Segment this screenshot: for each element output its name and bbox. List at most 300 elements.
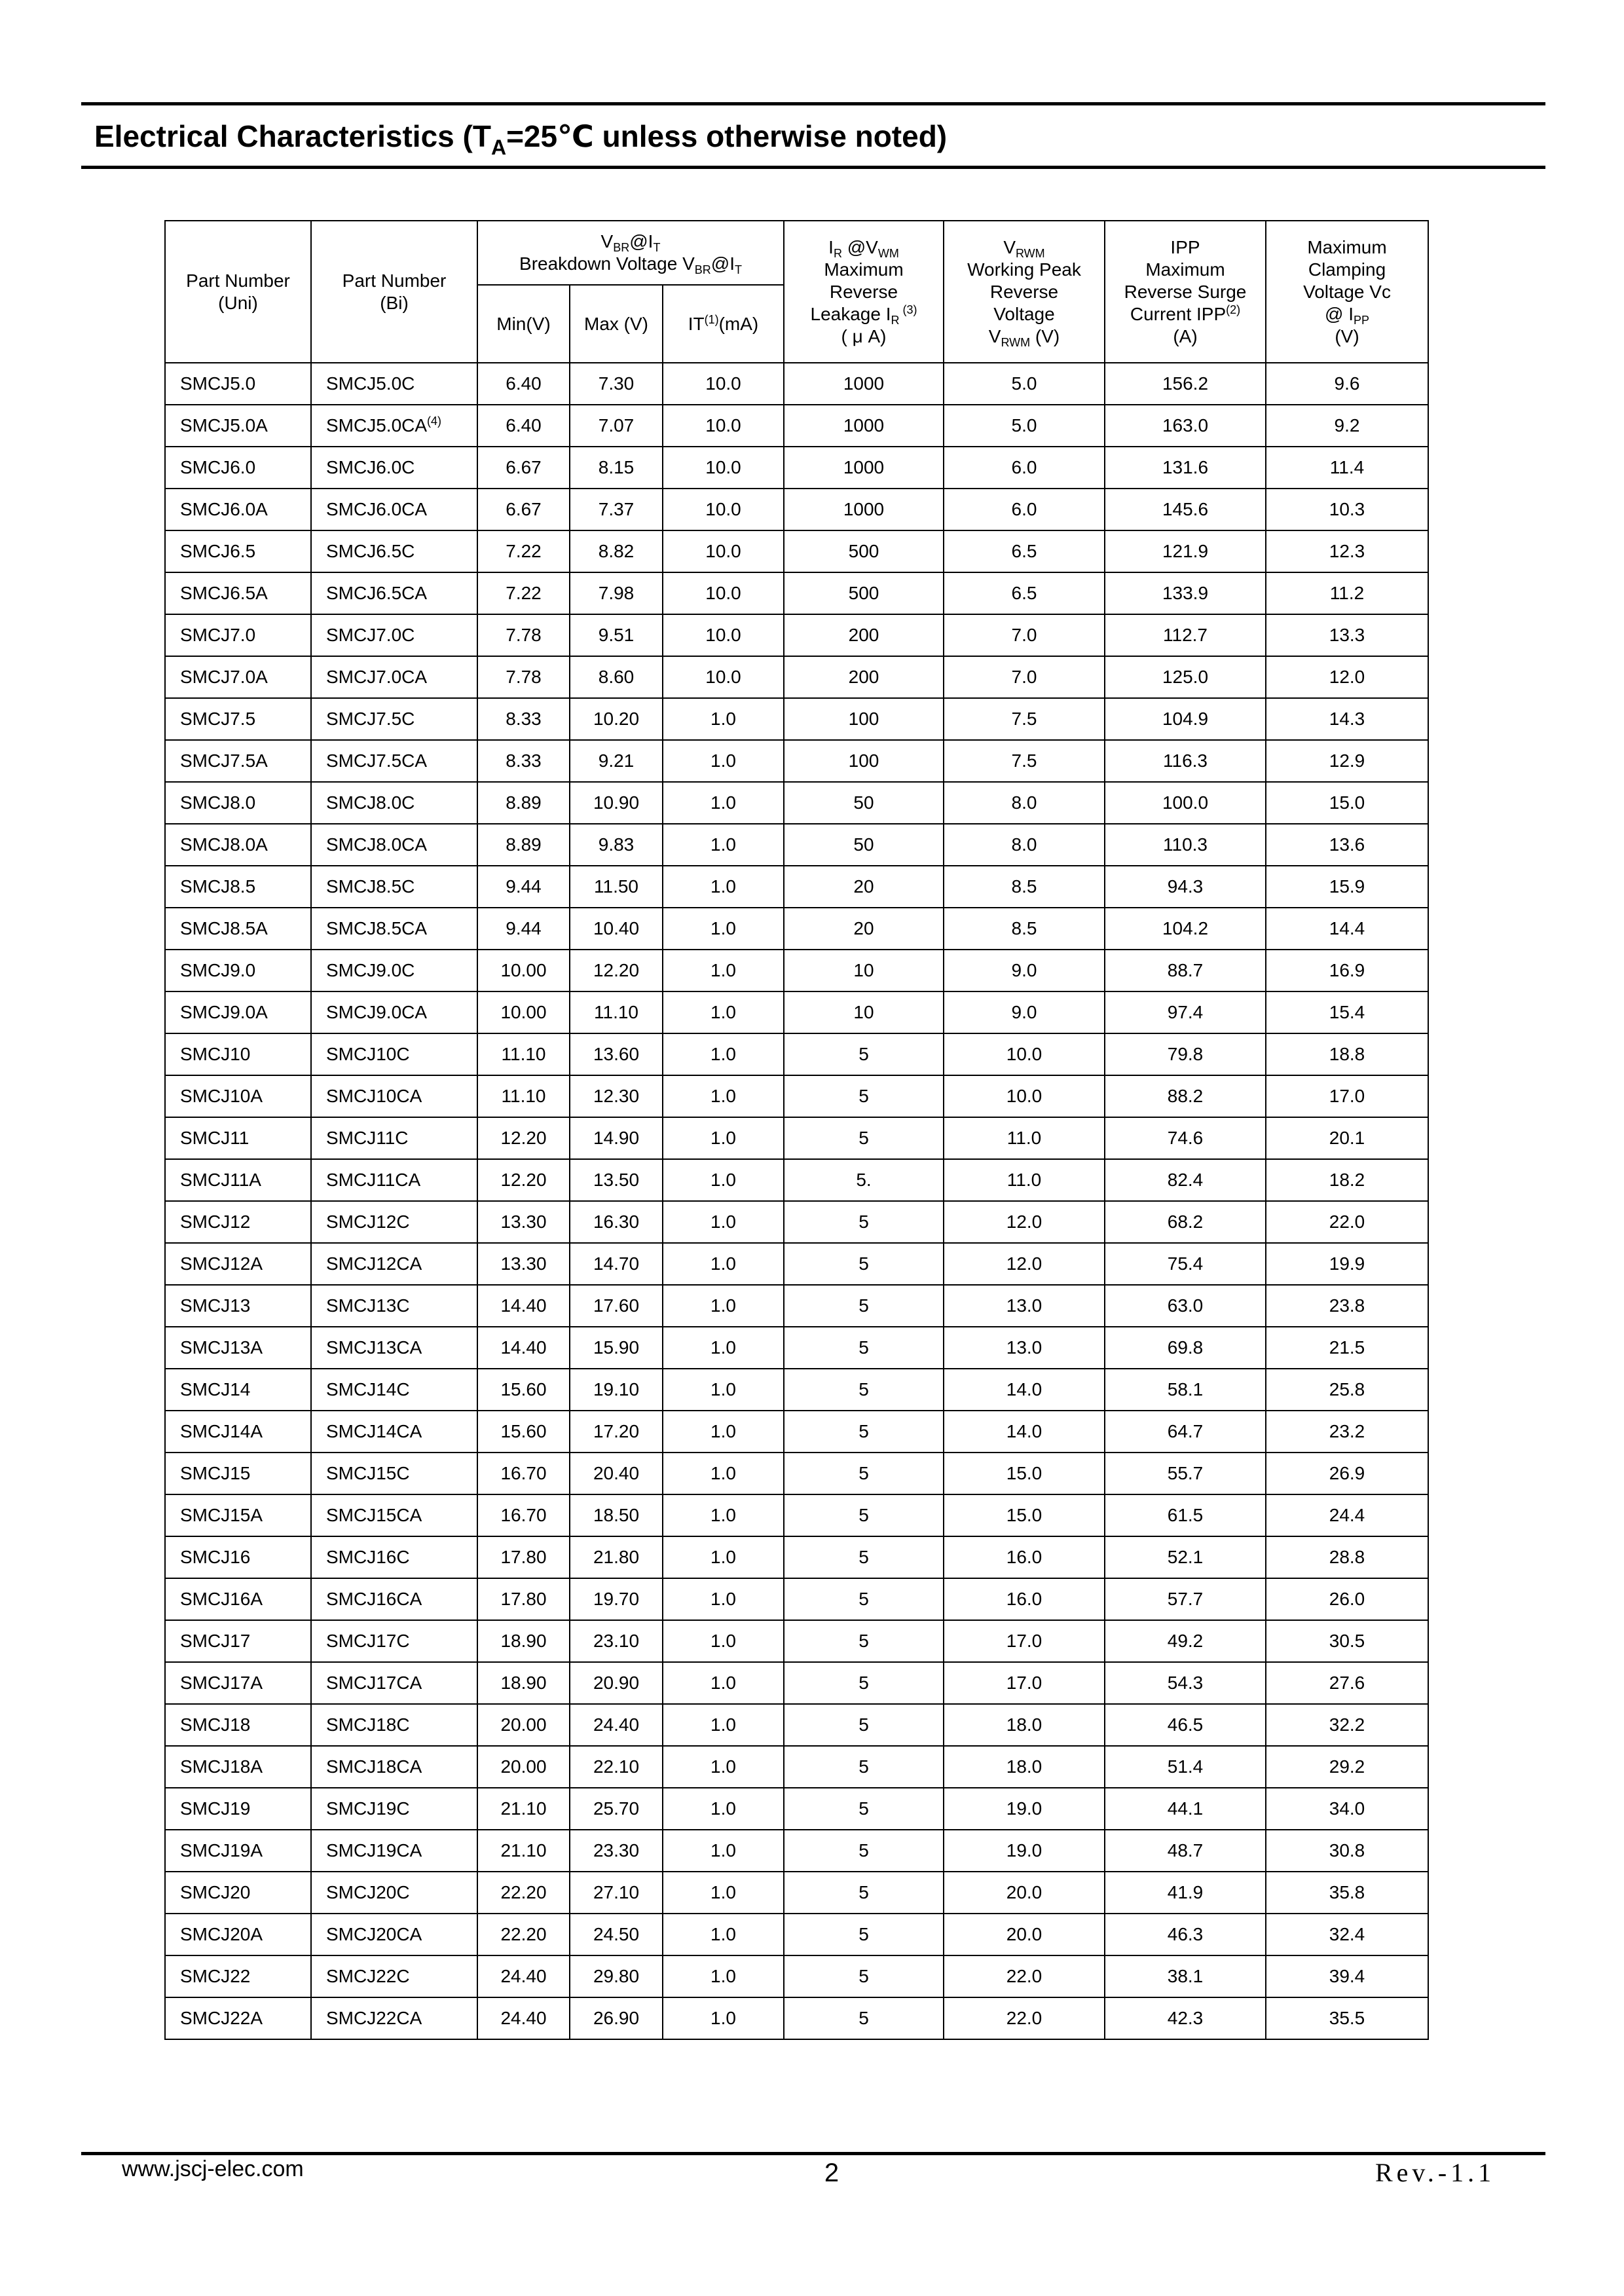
cell-ipp: 58.1	[1105, 1369, 1266, 1411]
cell-vrwm: 6.5	[944, 572, 1105, 614]
cell-part-uni: SMCJ6.5	[165, 530, 311, 572]
cell-vbr-min: 12.20	[477, 1159, 570, 1201]
cell-vrwm: 6.0	[944, 447, 1105, 489]
cell-it: 1.0	[663, 1914, 784, 1955]
cell-part-uni: SMCJ16	[165, 1536, 311, 1578]
cell-vbr-max: 26.90	[570, 1997, 663, 2039]
cell-it: 1.0	[663, 1788, 784, 1830]
cell-vbr-min: 11.10	[477, 1033, 570, 1075]
cell-ipp: 42.3	[1105, 1997, 1266, 2039]
cell-ipp: 68.2	[1105, 1201, 1266, 1243]
cell-it: 10.0	[663, 572, 784, 614]
cell-ir: 5	[784, 1411, 944, 1453]
table-row	[165, 1075, 1428, 1117]
cell-vrwm: 15.0	[944, 1453, 1105, 1494]
cell-ir: 50	[784, 824, 944, 866]
cell-vbr-max: 9.21	[570, 740, 663, 782]
cell-vrwm: 20.0	[944, 1914, 1105, 1955]
cell-it: 10.0	[663, 447, 784, 489]
cell-ir: 5	[784, 1620, 944, 1662]
cell-vbr-min: 14.40	[477, 1327, 570, 1369]
cell-vbr-max: 17.20	[570, 1411, 663, 1453]
table-row	[165, 1872, 1428, 1914]
table-row	[165, 1788, 1428, 1830]
table-row	[165, 1704, 1428, 1746]
table-row	[165, 1536, 1428, 1578]
cell-vbr-max: 8.15	[570, 447, 663, 489]
cell-part-uni: SMCJ15	[165, 1453, 311, 1494]
cell-vc: 10.3	[1266, 489, 1428, 530]
cell-part-bi: SMCJ7.0CA	[311, 656, 477, 698]
cell-ipp: 69.8	[1105, 1327, 1266, 1369]
cell-vbr-min: 20.00	[477, 1704, 570, 1746]
cell-part-bi: SMCJ7.5C	[311, 698, 477, 740]
page-number: 2	[824, 2158, 840, 2187]
cell-vbr-max: 10.90	[570, 782, 663, 824]
cell-vc: 9.6	[1266, 363, 1428, 405]
cell-it: 10.0	[663, 489, 784, 530]
cell-it: 10.0	[663, 614, 784, 656]
cell-ipp: 88.2	[1105, 1075, 1266, 1117]
revision-label: Rev.-1.1	[1375, 2158, 1496, 2187]
cell-vbr-max: 16.30	[570, 1201, 663, 1243]
cell-part-bi: SMCJ16C	[311, 1536, 477, 1578]
header-it: IT$^{(1)}$(mA)	[663, 285, 784, 363]
cell-part-bi: SMCJ11CA	[311, 1159, 477, 1201]
cell-ipp: 156.2	[1105, 363, 1266, 405]
cell-vbr-max: 22.10	[570, 1746, 663, 1788]
cell-part-uni: SMCJ14	[165, 1369, 311, 1411]
cell-vc: 17.0	[1266, 1075, 1428, 1117]
cell-ipp: 131.6	[1105, 447, 1266, 489]
cell-it: 1.0	[663, 866, 784, 908]
cell-vbr-min: 7.22	[477, 572, 570, 614]
cell-ipp: 46.5	[1105, 1704, 1266, 1746]
header-row-group	[165, 221, 1428, 285]
cell-part-uni: SMCJ22A	[165, 1997, 311, 2039]
cell-part-bi: SMCJ22C	[311, 1955, 477, 1997]
cell-ipp: 63.0	[1105, 1285, 1266, 1327]
table-row	[165, 824, 1428, 866]
cell-ipp: 110.3	[1105, 824, 1266, 866]
cell-vrwm: 19.0	[944, 1788, 1105, 1830]
cell-vbr-min: 18.90	[477, 1620, 570, 1662]
cell-vbr-min: 13.30	[477, 1243, 570, 1285]
cell-it: 1.0	[663, 740, 784, 782]
table-row	[165, 1955, 1428, 1997]
cell-part-bi: SMCJ20CA	[311, 1914, 477, 1955]
cell-part-bi: SMCJ22CA	[311, 1997, 477, 2039]
cell-ipp: 82.4	[1105, 1159, 1266, 1201]
cell-ipp: 121.9	[1105, 530, 1266, 572]
cell-part-uni: SMCJ8.5	[165, 866, 311, 908]
cell-ipp: 133.9	[1105, 572, 1266, 614]
cell-vc: 30.8	[1266, 1830, 1428, 1872]
cell-vc: 15.0	[1266, 782, 1428, 824]
header-min: Min(V)	[477, 285, 570, 363]
cell-vbr-min: 8.33	[477, 740, 570, 782]
cell-vbr-min: 8.89	[477, 824, 570, 866]
cell-it: 1.0	[663, 1075, 784, 1117]
cell-it: 1.0	[663, 1453, 784, 1494]
cell-part-bi: SMCJ12CA	[311, 1243, 477, 1285]
cell-ir: 200	[784, 656, 944, 698]
cell-vc: 24.4	[1266, 1494, 1428, 1536]
cell-ir: 200	[784, 614, 944, 656]
cell-part-uni: SMCJ22	[165, 1955, 311, 1997]
cell-it: 10.0	[663, 530, 784, 572]
table-row	[165, 1830, 1428, 1872]
cell-vbr-min: 7.78	[477, 656, 570, 698]
cell-part-uni: SMCJ19A	[165, 1830, 311, 1872]
cell-vbr-max: 14.70	[570, 1243, 663, 1285]
cell-vbr-max: 10.40	[570, 908, 663, 950]
cell-part-bi: SMCJ13C	[311, 1285, 477, 1327]
cell-ir: 5	[784, 1494, 944, 1536]
cell-it: 1.0	[663, 1033, 784, 1075]
cell-part-uni: SMCJ7.5A	[165, 740, 311, 782]
cell-vrwm: 8.0	[944, 824, 1105, 866]
cell-vc: 14.4	[1266, 908, 1428, 950]
cell-ir: 20	[784, 908, 944, 950]
cell-ir: 5	[784, 1914, 944, 1955]
cell-vbr-min: 11.10	[477, 1075, 570, 1117]
cell-it: 1.0	[663, 1369, 784, 1411]
cell-vbr-max: 7.07	[570, 405, 663, 447]
cell-vrwm: 7.5	[944, 698, 1105, 740]
table-row	[165, 1369, 1428, 1411]
cell-vrwm: 18.0	[944, 1746, 1105, 1788]
cell-vbr-max: 9.51	[570, 614, 663, 656]
cell-vrwm: 5.0	[944, 405, 1105, 447]
cell-part-uni: SMCJ9.0	[165, 950, 311, 991]
cell-vbr-max: 25.70	[570, 1788, 663, 1830]
cell-ipp: 100.0	[1105, 782, 1266, 824]
cell-part-uni: SMCJ17A	[165, 1662, 311, 1704]
cell-vbr-min: 6.40	[477, 363, 570, 405]
cell-part-bi: SMCJ17C	[311, 1620, 477, 1662]
cell-vc: 12.9	[1266, 740, 1428, 782]
cell-vbr-max: 13.60	[570, 1033, 663, 1075]
cell-it: 1.0	[663, 1620, 784, 1662]
cell-part-uni: SMCJ13A	[165, 1327, 311, 1369]
table-row	[165, 530, 1428, 572]
cell-part-uni: SMCJ8.5A	[165, 908, 311, 950]
cell-vc: 19.9	[1266, 1243, 1428, 1285]
cell-vbr-max: 11.50	[570, 866, 663, 908]
cell-vrwm: 12.0	[944, 1243, 1105, 1285]
cell-vbr-max: 27.10	[570, 1872, 663, 1914]
cell-it: 10.0	[663, 363, 784, 405]
cell-vc: 28.8	[1266, 1536, 1428, 1578]
cell-vbr-max: 11.10	[570, 991, 663, 1033]
cell-vbr-min: 6.67	[477, 447, 570, 489]
cell-it: 1.0	[663, 1159, 784, 1201]
cell-vc: 39.4	[1266, 1955, 1428, 1997]
header-part-bi: Part Number (Bi)	[311, 221, 477, 363]
cell-vrwm: 11.0	[944, 1159, 1105, 1201]
cell-it: 10.0	[663, 405, 784, 447]
cell-ir: 5.	[784, 1159, 944, 1201]
cell-ipp: 112.7	[1105, 614, 1266, 656]
table-row	[165, 1243, 1428, 1285]
cell-vrwm: 8.5	[944, 908, 1105, 950]
cell-ir: 10	[784, 950, 944, 991]
cell-part-bi: SMCJ15CA	[311, 1494, 477, 1536]
cell-ir: 5	[784, 1033, 944, 1075]
cell-vbr-min: 6.67	[477, 489, 570, 530]
cell-ir: 5	[784, 1578, 944, 1620]
cell-part-bi: SMCJ16CA	[311, 1578, 477, 1620]
cell-ir: 500	[784, 572, 944, 614]
table-row	[165, 447, 1428, 489]
cell-part-uni: SMCJ10A	[165, 1075, 311, 1117]
cell-vc: 22.0	[1266, 1201, 1428, 1243]
cell-vrwm: 17.0	[944, 1620, 1105, 1662]
cell-part-bi: SMCJ17CA	[311, 1662, 477, 1704]
cell-vc: 29.2	[1266, 1746, 1428, 1788]
cell-ir: 100	[784, 698, 944, 740]
cell-ipp: 104.9	[1105, 698, 1266, 740]
cell-part-bi: SMCJ15C	[311, 1453, 477, 1494]
table-row	[165, 1117, 1428, 1159]
cell-vc: 21.5	[1266, 1327, 1428, 1369]
cell-vbr-min: 20.00	[477, 1746, 570, 1788]
cell-ipp: 49.2	[1105, 1620, 1266, 1662]
cell-it: 1.0	[663, 1536, 784, 1578]
header-clamping-voltage: Maximum Clamping Voltage Vc @ $I_{PP}$ (V)	[1266, 221, 1428, 363]
cell-vc: 15.4	[1266, 991, 1428, 1033]
cell-vc: 32.2	[1266, 1704, 1428, 1746]
cell-vc: 23.2	[1266, 1411, 1428, 1453]
cell-vbr-min: 14.40	[477, 1285, 570, 1327]
cell-ipp: 97.4	[1105, 991, 1266, 1033]
cell-vrwm: 9.0	[944, 950, 1105, 991]
cell-ipp: 104.2	[1105, 908, 1266, 950]
cell-part-uni: SMCJ12	[165, 1201, 311, 1243]
cell-ipp: 51.4	[1105, 1746, 1266, 1788]
cell-it: 1.0	[663, 1411, 784, 1453]
cell-part-uni: SMCJ12A	[165, 1243, 311, 1285]
cell-part-bi: SMCJ10C	[311, 1033, 477, 1075]
cell-vbr-min: 24.40	[477, 1955, 570, 1997]
cell-vbr-min: 12.20	[477, 1117, 570, 1159]
cell-vbr-max: 24.40	[570, 1704, 663, 1746]
cell-part-bi: SMCJ18C	[311, 1704, 477, 1746]
cell-vbr-min: 9.44	[477, 866, 570, 908]
cell-vc: 13.3	[1266, 614, 1428, 656]
cell-vc: 12.3	[1266, 530, 1428, 572]
table-row	[165, 1033, 1428, 1075]
cell-vc: 9.2	[1266, 405, 1428, 447]
cell-vrwm: 10.0	[944, 1075, 1105, 1117]
table-row	[165, 1285, 1428, 1327]
cell-ir: 1000	[784, 447, 944, 489]
cell-part-uni: SMCJ8.0A	[165, 824, 311, 866]
cell-ipp: 52.1	[1105, 1536, 1266, 1578]
header-part-uni: Part Number (Uni)	[165, 221, 311, 363]
cell-it: 1.0	[663, 1117, 784, 1159]
cell-vbr-max: 7.37	[570, 489, 663, 530]
cell-vc: 26.9	[1266, 1453, 1428, 1494]
cell-part-uni: SMCJ20	[165, 1872, 311, 1914]
cell-it: 1.0	[663, 1704, 784, 1746]
cell-vbr-min: 22.20	[477, 1872, 570, 1914]
cell-vbr-max: 15.90	[570, 1327, 663, 1369]
cell-ir: 5	[784, 1285, 944, 1327]
cell-part-bi: SMCJ9.0C	[311, 950, 477, 991]
cell-ipp: 116.3	[1105, 740, 1266, 782]
cell-part-uni: SMCJ15A	[165, 1494, 311, 1536]
cell-vbr-min: 7.22	[477, 530, 570, 572]
cell-vbr-max: 23.10	[570, 1620, 663, 1662]
cell-part-bi: SMCJ12C	[311, 1201, 477, 1243]
cell-part-bi: SMCJ6.5CA	[311, 572, 477, 614]
cell-part-uni: SMCJ10	[165, 1033, 311, 1075]
cell-vrwm: 7.0	[944, 614, 1105, 656]
cell-vrwm: 7.0	[944, 656, 1105, 698]
table-row	[165, 991, 1428, 1033]
cell-vbr-max: 7.30	[570, 363, 663, 405]
cell-vc: 35.5	[1266, 1997, 1428, 2039]
table-row	[165, 1662, 1428, 1704]
cell-part-bi: SMCJ5.0C	[311, 363, 477, 405]
table-row	[165, 1201, 1428, 1243]
cell-vc: 16.9	[1266, 950, 1428, 991]
cell-vbr-min: 8.89	[477, 782, 570, 824]
cell-it: 1.0	[663, 782, 784, 824]
cell-part-uni: SMCJ7.0	[165, 614, 311, 656]
cell-part-bi: SMCJ20C	[311, 1872, 477, 1914]
cell-ir: 10	[784, 991, 944, 1033]
cell-ir: 5	[784, 1243, 944, 1285]
header-surge-current: IPP Maximum Reverse Surge Current IPP$^{(2)}$ (A)	[1105, 221, 1266, 363]
header-breakdown-voltage: $V_{BR}@I_T$ Breakdown Voltage $V_{BR}@I_T$	[477, 221, 784, 285]
cell-vbr-min: 13.30	[477, 1201, 570, 1243]
cell-it: 1.0	[663, 1955, 784, 1997]
cell-ir: 5	[784, 1117, 944, 1159]
cell-ipp: 46.3	[1105, 1914, 1266, 1955]
cell-part-bi: SMCJ14C	[311, 1369, 477, 1411]
cell-vc: 20.1	[1266, 1117, 1428, 1159]
cell-vc: 18.2	[1266, 1159, 1428, 1201]
cell-part-uni: SMCJ5.0A	[165, 405, 311, 447]
cell-ir: 5	[784, 1997, 944, 2039]
cell-vc: 34.0	[1266, 1788, 1428, 1830]
cell-vbr-max: 19.10	[570, 1369, 663, 1411]
cell-part-uni: SMCJ18	[165, 1704, 311, 1746]
table-row	[165, 782, 1428, 824]
cell-vrwm: 8.0	[944, 782, 1105, 824]
cell-part-uni: SMCJ17	[165, 1620, 311, 1662]
cell-vbr-min: 7.78	[477, 614, 570, 656]
cell-vrwm: 17.0	[944, 1662, 1105, 1704]
cell-vrwm: 22.0	[944, 1955, 1105, 1997]
cell-vc: 12.0	[1266, 656, 1428, 698]
cell-vc: 30.5	[1266, 1620, 1428, 1662]
cell-it: 1.0	[663, 1872, 784, 1914]
table-row	[165, 908, 1428, 950]
cell-vc: 11.4	[1266, 447, 1428, 489]
cell-vbr-min: 10.00	[477, 950, 570, 991]
cell-vbr-min: 24.40	[477, 1997, 570, 2039]
cell-it: 1.0	[663, 1243, 784, 1285]
cell-part-bi: SMCJ9.0CA	[311, 991, 477, 1033]
cell-part-uni: SMCJ20A	[165, 1914, 311, 1955]
cell-vrwm: 6.5	[944, 530, 1105, 572]
cell-ir: 5	[784, 1872, 944, 1914]
cell-ipp: 79.8	[1105, 1033, 1266, 1075]
header-working-peak-voltage: $V_{RWM}$ Working Peak Reverse Voltage $V_{RWM}$ (V)	[944, 221, 1105, 363]
cell-part-uni: SMCJ14A	[165, 1411, 311, 1453]
cell-ipp: 48.7	[1105, 1830, 1266, 1872]
cell-ir: 500	[784, 530, 944, 572]
cell-ipp: 163.0	[1105, 405, 1266, 447]
cell-vrwm: 14.0	[944, 1369, 1105, 1411]
cell-ipp: 54.3	[1105, 1662, 1266, 1704]
table-row	[165, 614, 1428, 656]
cell-it: 1.0	[663, 1285, 784, 1327]
cell-vrwm: 22.0	[944, 1997, 1105, 2039]
cell-it: 10.0	[663, 656, 784, 698]
table-row	[165, 363, 1428, 405]
cell-vc: 27.6	[1266, 1662, 1428, 1704]
cell-ipp: 145.6	[1105, 489, 1266, 530]
table-row	[165, 405, 1428, 447]
cell-vbr-min: 16.70	[477, 1494, 570, 1536]
cell-vrwm: 20.0	[944, 1872, 1105, 1914]
cell-vc: 35.8	[1266, 1872, 1428, 1914]
cell-ir: 5	[784, 1955, 944, 1997]
table-row	[165, 1914, 1428, 1955]
cell-part-bi: SMCJ8.5CA	[311, 908, 477, 950]
cell-vbr-max: 17.60	[570, 1285, 663, 1327]
cell-ir: 5	[784, 1704, 944, 1746]
cell-ir: 50	[784, 782, 944, 824]
cell-vrwm: 10.0	[944, 1033, 1105, 1075]
cell-part-uni: SMCJ5.0	[165, 363, 311, 405]
top-rule	[81, 102, 1545, 105]
cell-it: 1.0	[663, 1327, 784, 1369]
cell-it: 1.0	[663, 1746, 784, 1788]
cell-ir: 5	[784, 1327, 944, 1369]
cell-ir: 1000	[784, 489, 944, 530]
cell-vbr-max: 14.90	[570, 1117, 663, 1159]
cell-ir: 5	[784, 1746, 944, 1788]
cell-part-uni: SMCJ11A	[165, 1159, 311, 1201]
cell-vbr-min: 18.90	[477, 1662, 570, 1704]
cell-vrwm: 15.0	[944, 1494, 1105, 1536]
cell-ir: 5	[784, 1662, 944, 1704]
table-row	[165, 866, 1428, 908]
cell-vbr-min: 15.60	[477, 1411, 570, 1453]
cell-vrwm: 14.0	[944, 1411, 1105, 1453]
cell-part-bi: SMCJ18CA	[311, 1746, 477, 1788]
cell-part-uni: SMCJ9.0A	[165, 991, 311, 1033]
cell-vc: 11.2	[1266, 572, 1428, 614]
cell-it: 1.0	[663, 950, 784, 991]
table-row	[165, 1578, 1428, 1620]
cell-ipp: 38.1	[1105, 1955, 1266, 1997]
cell-ir: 5	[784, 1369, 944, 1411]
title-rule	[81, 166, 1545, 169]
cell-it: 1.0	[663, 1494, 784, 1536]
cell-ipp: 94.3	[1105, 866, 1266, 908]
cell-vrwm: 5.0	[944, 363, 1105, 405]
cell-ipp: 44.1	[1105, 1788, 1266, 1830]
cell-vrwm: 8.5	[944, 866, 1105, 908]
cell-ipp: 125.0	[1105, 656, 1266, 698]
